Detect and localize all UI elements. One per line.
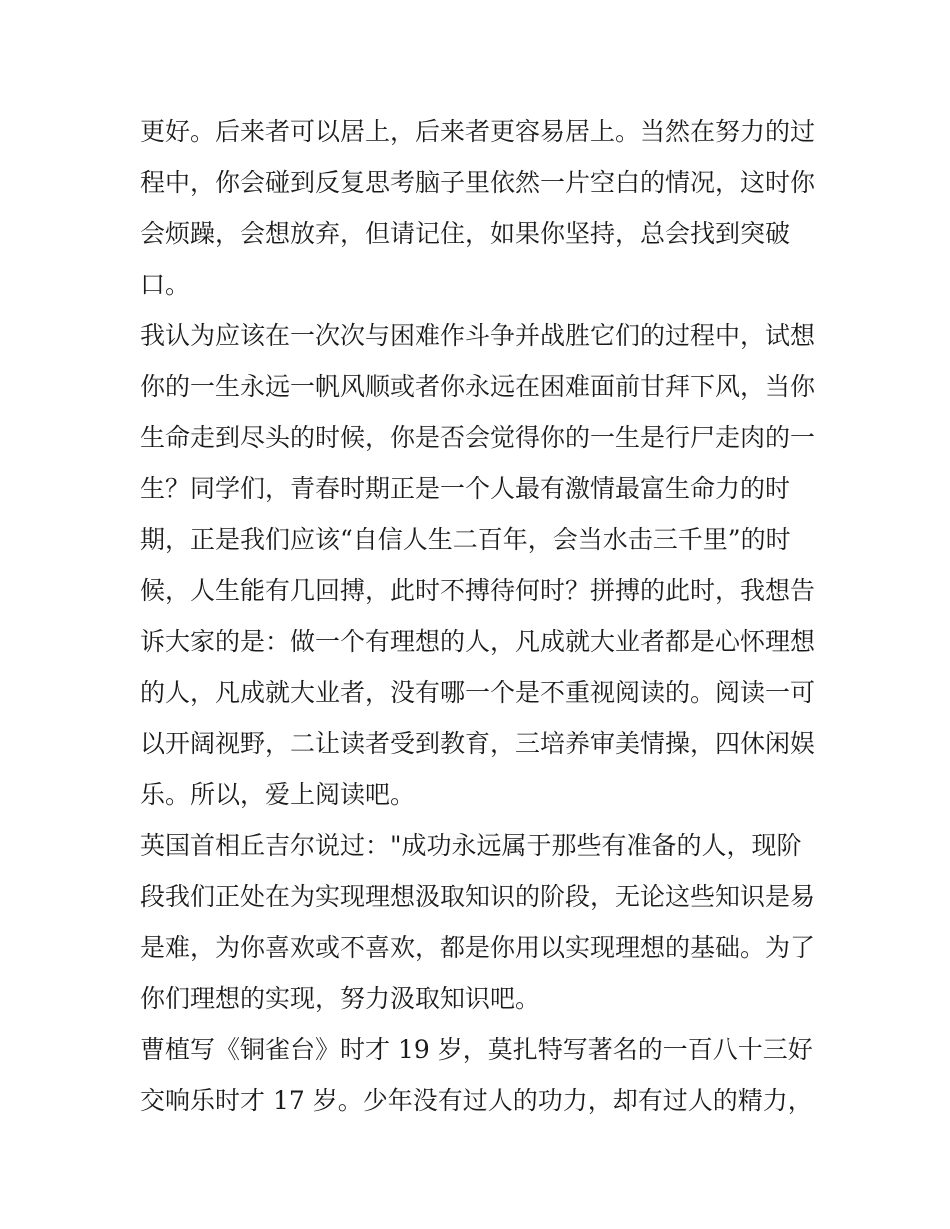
text-line: 候，人生能有几回搏，此时不搏待何时？拼搏的此时，我想告 — [140, 576, 816, 605]
text-line: 诉大家的是：做一个有理想的人，凡成就大业者都是心怀理想 — [140, 627, 816, 656]
text-line: 段我们正处在为实现理想汲取知识的阶段，无论这些知识是易 — [140, 882, 816, 911]
text-line: 乐。所以，爱上阅读吧。 — [140, 780, 416, 809]
text-line: 程中，你会碰到反复思考脑子里依然一片空白的情况，这时你 — [140, 168, 816, 197]
paragraph-1 — [140, 106, 816, 310]
text-line: 生命走到尽头的时候，你是否会觉得你的一生是行尸走肉的一 — [140, 423, 816, 452]
text-line: 你们理想的实现，努力汲取知识吧。 — [140, 984, 541, 1013]
paragraph-3 — [140, 820, 816, 1024]
text-line: 以开阔视野，二让读者受到教育，三培养审美情操，四休闲娱 — [140, 729, 816, 758]
paragraph-2 — [140, 310, 816, 820]
text-line: 英国首相丘吉尔说过："成功永远属于那些有准备的人，现阶 — [140, 831, 802, 860]
text-line: 生？同学们，青春时期正是一个人最有激情最富生命力的时 — [140, 474, 791, 503]
text-line: 的人，凡成就大业者，没有哪一个是不重视阅读的。阅读一可 — [140, 678, 816, 707]
text-line: 是难，为你喜欢或不喜欢，都是你用以实现理想的基础。为了 — [140, 933, 816, 962]
document-body — [140, 106, 816, 1126]
text-line: 会烦躁，会想放弃，但请记住，如果你坚持，总会找到突破 — [140, 219, 791, 248]
text-line: 期，正是我们应该“自信人生二百年，会当水击三千里”的时 — [140, 525, 791, 554]
text-line: 曹植写《铜雀台》时才 19 岁，莫扎特写著名的一百八十三好 — [140, 1035, 813, 1064]
text-line: 交响乐时才 17 岁。少年没有过人的功力，却有过人的精力， — [140, 1086, 813, 1115]
text-line: 你的一生永远一帆风顺或者你永远在困难面前甘拜下风，当你 — [140, 372, 816, 401]
text-line: 口。 — [140, 270, 191, 299]
text-line: 更好。后来者可以居上，后来者更容易居上。当然在努力的过 — [140, 117, 816, 146]
paragraph-4 — [140, 1024, 816, 1126]
text-line: 我认为应该在一次次与困难作斗争并战胜它们的过程中，试想 — [140, 321, 816, 350]
